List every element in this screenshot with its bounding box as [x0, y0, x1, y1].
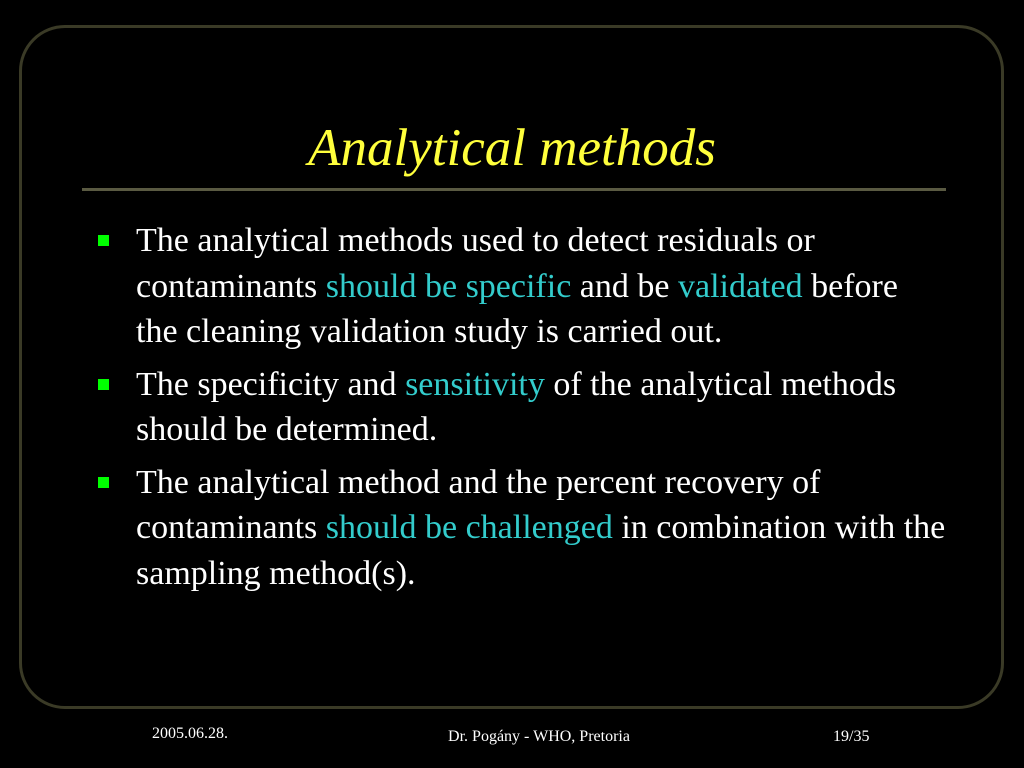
bullet-item — [96, 362, 946, 453]
text-segment: The analytical method and the percent recovery of contaminants — [136, 463, 821, 546]
bullet-text — [136, 222, 898, 350]
text-segment: and be — [571, 267, 678, 305]
bullet-item — [96, 460, 946, 597]
square-bullet-icon — [98, 477, 109, 488]
footer-page-number: 19/35 — [833, 728, 870, 745]
square-bullet-icon — [98, 379, 109, 390]
highlighted-text: validated — [677, 267, 803, 305]
footer-date: 2005.06.28. — [152, 725, 228, 742]
bullet-item — [96, 218, 946, 355]
bullet-text — [136, 464, 945, 592]
footer-presenter: Dr. Pogány - WHO, Pretoria — [448, 728, 630, 745]
highlighted-text: should be challenged — [325, 509, 613, 546]
bullet-list — [96, 218, 946, 603]
text-segment: The analytical methods used to detect residuals or contaminants — [136, 222, 815, 305]
text-segment: of the analytical methods should be determined. — [136, 365, 897, 448]
slide-title: Analytical methods — [308, 119, 716, 177]
text-segment: before the cleaning validation study is carried out. — [136, 267, 898, 350]
square-bullet-icon — [98, 235, 109, 246]
text-segment: in combination with the sampling method(s). — [136, 509, 946, 592]
highlighted-text: should be specific — [325, 267, 572, 305]
highlighted-text: sensitivity — [405, 365, 545, 403]
title-divider — [82, 188, 946, 191]
bullet-text — [136, 366, 896, 449]
text-segment: The specificity and — [136, 365, 406, 403]
